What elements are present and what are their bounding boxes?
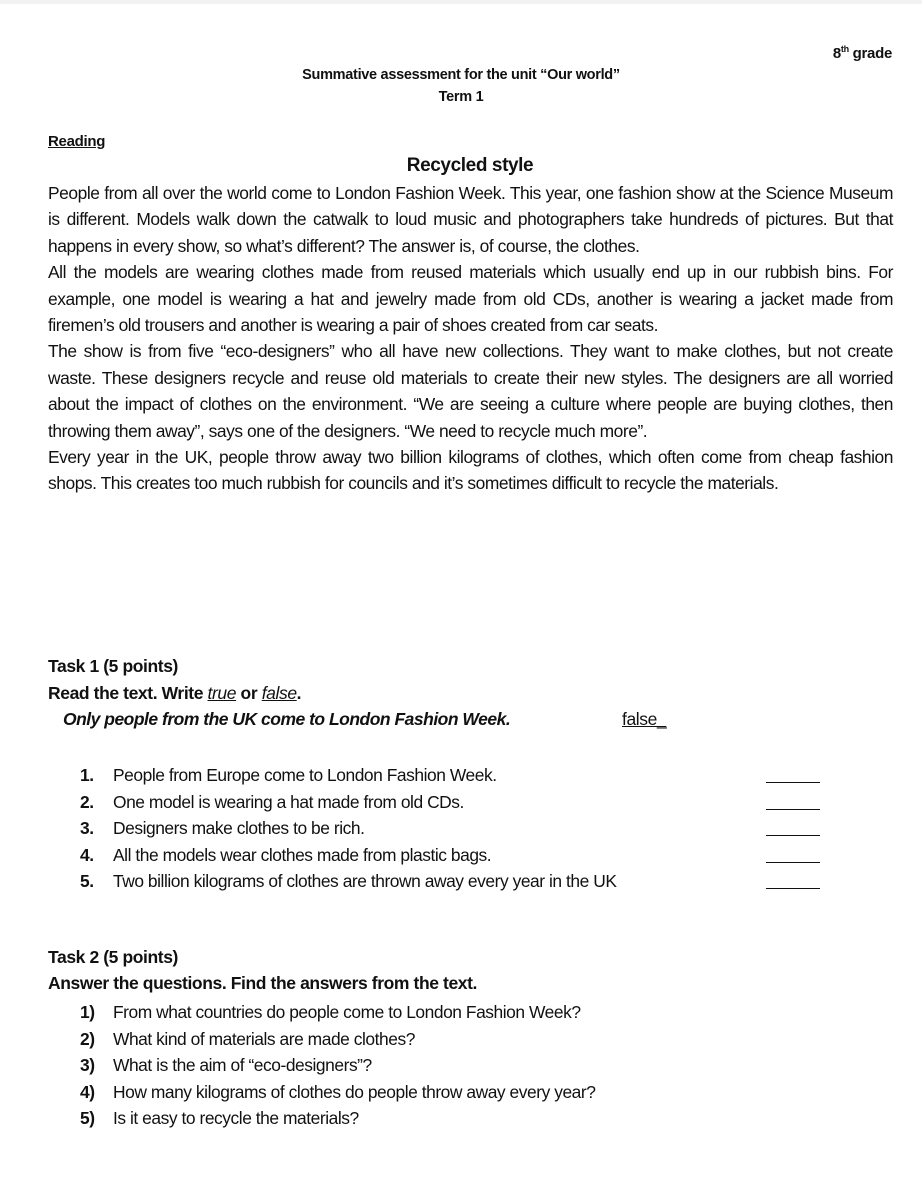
answer-blank[interactable] — [766, 862, 820, 863]
option-true: true — [207, 683, 237, 703]
grade-text: grade — [848, 45, 892, 62]
instruction-text: . — [296, 683, 302, 703]
paragraph: All the models are wearing clothes made from reused materials which usually end up in our rubbish bins. For example, one model is wearing a hat and jewelry made from old CDs, another is wearing a jacket made from firemen’s old trousers and another is wearing a pair of shoes created from car seats. — [48, 262, 893, 336]
list-item — [80, 789, 840, 816]
answer-blank[interactable] — [766, 809, 820, 810]
item-text: Designers make clothes to be rich. — [113, 818, 365, 839]
answer-blank[interactable] — [766, 888, 820, 889]
answer-blank[interactable] — [766, 835, 820, 836]
task2-heading: Task 2 (5 points) — [48, 947, 178, 967]
text-title: Recycled style — [406, 155, 534, 176]
task1-instruction — [48, 683, 301, 704]
list-item — [80, 1026, 595, 1053]
reading-text — [48, 180, 893, 497]
task2-instruction: Answer the questions. Find the answers from the text. — [48, 973, 478, 993]
assessment-title: Summative assessment for the unit “Our world” — [302, 67, 620, 83]
list-item — [80, 1052, 595, 1079]
question-number: 2) — [80, 1028, 95, 1049]
question-number: 4) — [80, 1081, 95, 1102]
question-number: 1) — [80, 1002, 95, 1022]
example-answer: false_ — [622, 709, 667, 729]
list-item — [80, 999, 595, 1026]
item-text: Two billion kilograms of clothes are thrown away every year in the UK — [113, 871, 617, 892]
question-text: Is it easy to recycle the materials? — [113, 1108, 359, 1129]
list-item — [80, 1105, 595, 1132]
page-top-edge — [0, 0, 922, 4]
section-label-reading: Reading — [48, 133, 106, 150]
item-number: 3. — [80, 818, 94, 839]
question-list — [80, 999, 595, 1132]
item-text: All the models wear clothes made from plastic bags. — [113, 844, 492, 865]
list-item — [80, 815, 840, 842]
question-text: What is the aim of “eco-designers”? — [113, 1055, 372, 1076]
grade-number: 8 — [832, 45, 841, 62]
item-number: 1. — [80, 765, 94, 785]
grade-suffix: th — [840, 44, 849, 54]
paragraph: Every year in the UK, people throw away two billion kilograms of clothes, which often come from cheap fashion shops. This creates too much rubbish for councils and it’s sometimes difficult to recycle the materials. — [48, 447, 893, 494]
question-text: From what countries do people come to London Fashion Week? — [113, 1002, 581, 1022]
task1-heading: Task 1 (5 points) — [48, 656, 178, 676]
list-item — [80, 762, 840, 789]
item-number: 5. — [80, 871, 94, 892]
paragraph: The show is from five “eco-designers” who all have new collections. They want to make clothes, but not create waste. These designers recycle and reuse old materials to create their new styles. The designers are all worried about the impact of clothes on the environment. “We are seeing a culture where people are buying clothes, then throwing them away”, says one of the designers. “We need to recycle much more”. — [48, 341, 893, 441]
question-number: 3) — [80, 1055, 95, 1076]
grade-label — [833, 44, 892, 62]
item-text: People from Europe come to London Fashion Week. — [113, 765, 497, 785]
question-text: What kind of materials are made clothes? — [113, 1028, 415, 1049]
list-item — [80, 1079, 595, 1106]
term-label: Term 1 — [438, 89, 484, 105]
item-number: 4. — [80, 844, 94, 865]
true-false-list — [80, 762, 840, 895]
list-item — [80, 868, 840, 895]
item-number: 2. — [80, 791, 94, 812]
item-text: One model is wearing a hat made from old CDs. — [113, 791, 464, 812]
answer-blank[interactable] — [766, 782, 820, 783]
example-statement: Only people from the UK come to London Fashion Week. — [63, 709, 511, 729]
list-item — [80, 842, 840, 869]
instruction-text: or — [236, 683, 262, 703]
question-number: 5) — [80, 1108, 95, 1129]
paragraph: People from all over the world come to London Fashion Week. This year, one fashion show at the Science Museum is different. Models walk down the catwalk to loud music and photographers take hundreds of pictures. But that happens in every show, so what’s different? The answer is, of course, the clothes. — [48, 183, 893, 256]
instruction-text: Read the text. Write — [48, 683, 208, 703]
question-text: How many kilograms of clothes do people throw away every year? — [113, 1081, 596, 1102]
option-false: false — [261, 683, 297, 703]
